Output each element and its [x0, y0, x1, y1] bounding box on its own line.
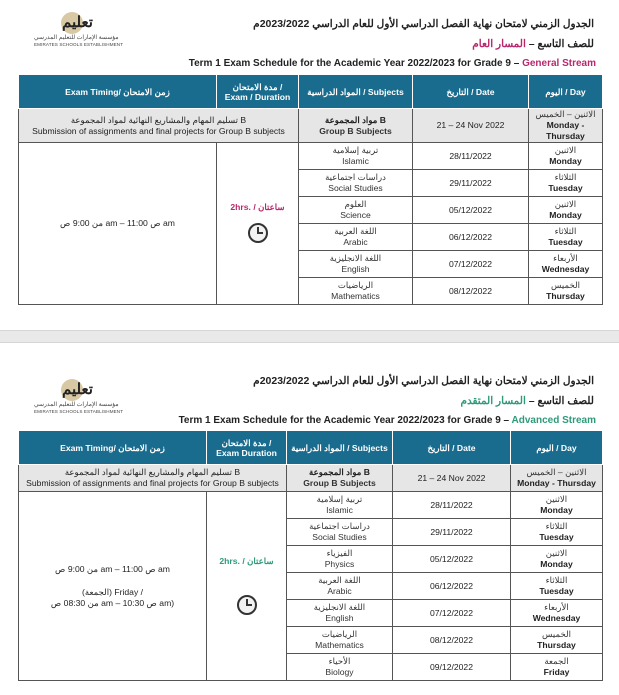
subject-cell: الرياضيات Mathematics: [299, 278, 413, 305]
page-title-en: Term 1 Exam Schedule for the Academic Year 2022/2023 for Grade 9 – Advanced Stream: [178, 415, 596, 426]
date-cell: 07/12/2022: [413, 251, 529, 278]
date-cell: 29/11/2022: [393, 519, 511, 546]
logo-subtitle-ar: مؤسسة الإمارات للتعليم المدرسي: [34, 402, 119, 408]
header-timing: Exam Timing/ زمن الامتحان: [19, 75, 217, 109]
submission-row: [19, 109, 603, 143]
date-cell: 21 – 24 Nov 2022: [413, 109, 529, 143]
page-separator: [0, 330, 619, 343]
date-cell: 06/12/2022: [413, 224, 529, 251]
stream-label-ar: المسار العام: [472, 38, 526, 50]
table-header-row: [19, 75, 603, 109]
friday-timing: من 08:30 ص am – 10:30 ص am): [50, 597, 175, 608]
date-cell: 09/12/2022: [393, 654, 511, 681]
table-row: [19, 492, 603, 519]
logo-subtitle-en: EMIRATES SCHOOLS ESTABLISHMENT: [34, 42, 124, 47]
table-row: [19, 143, 603, 170]
logo-subtitle-en: EMIRATES SCHOOLS ESTABLISHMENT: [34, 409, 124, 414]
header-duration: مدة الامتحان / Exam Duration: [207, 431, 287, 465]
stream-label-ar: المسار المتقدم: [460, 395, 526, 407]
subject-cell: اللغة العربية Arabic: [299, 224, 413, 251]
day-cell: الخميس Thursday: [529, 278, 603, 305]
schedule-page-general: [0, 0, 619, 330]
page-title-ar: الجدول الزمني لامتحان نهاية الفصل الدراسي الأول للعام الدراسي 2023/2022م: [253, 375, 594, 387]
exam-duration-cell: 2hrs. / ساعتان: [217, 143, 299, 305]
friday-label: (الجمعة) Friday /: [81, 586, 144, 597]
stream-label-en: Advanced Stream: [511, 415, 596, 426]
date-cell: 08/12/2022: [413, 278, 529, 305]
exam-timing-cell: من 9:00 ص am – 11:00 ص am (الجمعة) Friday / من 08:30 ص am – 10:30 ص am): [19, 492, 207, 681]
school-logo: [34, 377, 124, 423]
subject-cell: مواد المجموعة B Group B Subjects: [287, 465, 393, 492]
subject-cell: الأحياء Biology: [287, 654, 393, 681]
logo-mark: تعليم: [59, 10, 89, 34]
submission-row: [19, 465, 603, 492]
exam-timing-cell: من 9:00 ص am – 11:00 ص am: [19, 143, 217, 305]
date-cell: 29/11/2022: [413, 170, 529, 197]
day-cell: الثلاثاء Tuesday: [529, 224, 603, 251]
subject-cell: تربية إسلامية Islamic: [299, 143, 413, 170]
logo-mark: تعليم: [59, 377, 89, 401]
exam-duration-cell: 2hrs. / ساعتان: [207, 492, 287, 681]
day-cell: الاثنين Monday: [529, 197, 603, 224]
exam-schedule-table: [18, 74, 603, 305]
schedule-page-advanced: [0, 343, 619, 695]
header-day: اليوم / Day: [511, 431, 603, 465]
subject-cell: دراسات اجتماعية Social Studies: [299, 170, 413, 197]
table-header-row: [19, 431, 603, 465]
day-cell: الاثنين Monday: [511, 546, 603, 573]
date-cell: 05/12/2022: [413, 197, 529, 224]
submission-note: تسليم المهام والمشاريع النهائية لمواد المجموعة B Submission of assignments and final projects for Group B subjects: [19, 465, 287, 492]
header-date: التاريخ / Date: [413, 75, 529, 109]
date-cell: 07/12/2022: [393, 600, 511, 627]
date-cell: 21 – 24 Nov 2022: [393, 465, 511, 492]
subject-cell: الفيزياء Physics: [287, 546, 393, 573]
day-cell: الاثنين – الخميس Monday - Thursday: [529, 109, 603, 143]
day-cell: الأربعاء Wednesday: [529, 251, 603, 278]
page-title-en: Term 1 Exam Schedule for the Academic Year 2022/2023 for Grade 9 – General Stream: [188, 58, 596, 69]
submission-note: تسليم المهام والمشاريع النهائية لمواد المجموعة B Submission of assignments and final projects for Group B subjects: [19, 109, 299, 143]
day-cell: الأربعاء Wednesday: [511, 600, 603, 627]
header-timing: Exam Timing/ زمن الامتحان: [19, 431, 207, 465]
subject-cell: اللغة الانجليزية English: [287, 600, 393, 627]
subject-cell: تربية إسلامية Islamic: [287, 492, 393, 519]
page-title-ar: الجدول الزمني لامتحان نهاية الفصل الدراسي الأول للعام الدراسي 2023/2022م: [253, 18, 594, 30]
date-cell: 06/12/2022: [393, 573, 511, 600]
subject-cell: الرياضيات Mathematics: [287, 627, 393, 654]
logo-subtitle-ar: مؤسسة الإمارات للتعليم المدرسي: [34, 35, 119, 41]
grade-stream-ar: للصف التاسع – المسار المتقدم: [460, 395, 594, 407]
date-cell: 05/12/2022: [393, 546, 511, 573]
stream-label-en: General Stream: [522, 58, 596, 69]
header-subjects: المواد الدراسية / Subjects: [287, 431, 393, 465]
day-cell: الجمعة Friday: [511, 654, 603, 681]
day-cell: الثلاثاء Tuesday: [511, 573, 603, 600]
header-day: اليوم / Day: [529, 75, 603, 109]
clock-icon: [235, 593, 259, 617]
subject-cell: اللغة الانجليزية English: [299, 251, 413, 278]
day-cell: الاثنين Monday: [529, 143, 603, 170]
date-cell: 28/11/2022: [393, 492, 511, 519]
exam-schedule-table: [18, 430, 603, 681]
school-logo: [34, 10, 124, 56]
clock-icon: [246, 221, 270, 245]
grade-stream-ar: للصف التاسع – المسار العام: [472, 38, 594, 50]
header-date: التاريخ / Date: [393, 431, 511, 465]
day-cell: الاثنين – الخميس Monday - Thursday: [511, 465, 603, 492]
subject-cell: دراسات اجتماعية Social Studies: [287, 519, 393, 546]
header-duration: مدة الامتحان / Exam / Duration: [217, 75, 299, 109]
day-cell: الثلاثاء Tuesday: [529, 170, 603, 197]
date-cell: 28/11/2022: [413, 143, 529, 170]
subject-cell: العلوم Science: [299, 197, 413, 224]
day-cell: الاثنين Monday: [511, 492, 603, 519]
subject-cell: مواد المجموعة B Group B Subjects: [299, 109, 413, 143]
date-cell: 08/12/2022: [393, 627, 511, 654]
day-cell: الخميس Thursday: [511, 627, 603, 654]
day-cell: الثلاثاء Tuesday: [511, 519, 603, 546]
header-subjects: المواد الدراسية / Subjects: [299, 75, 413, 109]
subject-cell: اللغة العربية Arabic: [287, 573, 393, 600]
